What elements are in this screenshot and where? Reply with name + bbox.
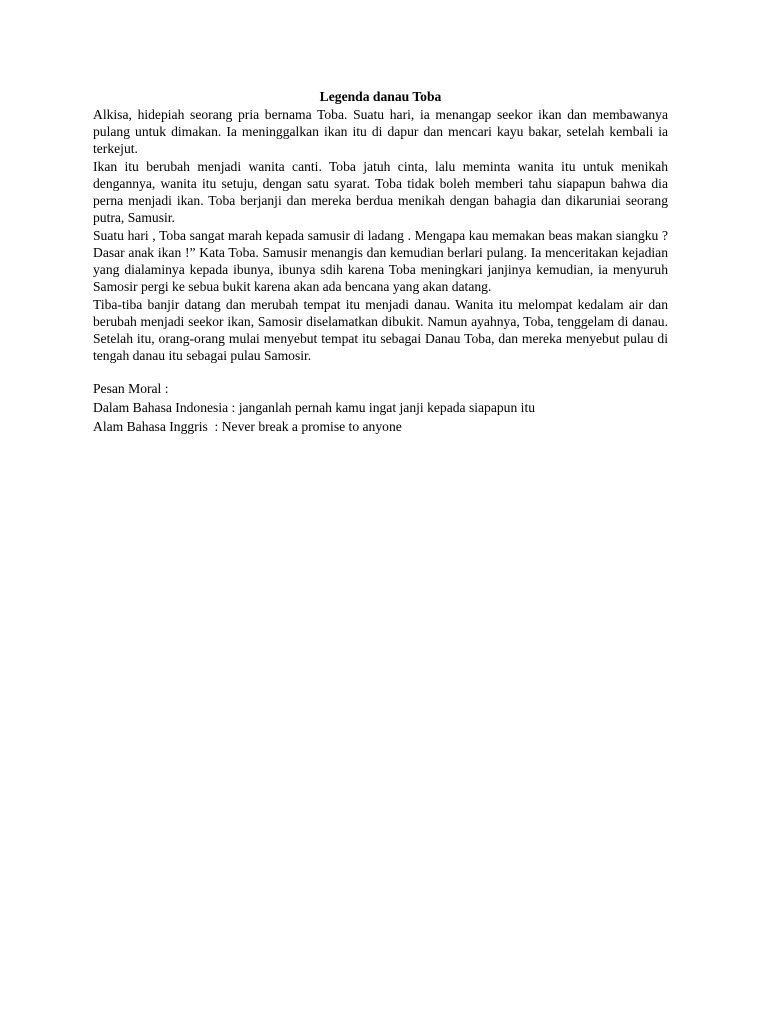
paragraph-4: Tiba-tiba banjir datang dan merubah tempat itu menjadi danau. Wanita itu melompat kedalam air dan berubah menjadi seekor ikan, Samosir diselamatkan dibukit. Namun ayahnya, Toba, tenggelam di danau. Setelah itu, orang-orang mulai menyebut tempat itu sebagai Danau Toba, dan mereka menyebut pulau di tengah danau itu sebagai pulau Samosir.: [93, 297, 668, 363]
paragraph-3: Suatu hari , Toba sangat marah kepada samusir di ladang . Mengapa kau memakan beas makan siangku ? Dasar anak ikan !” Kata Toba. Samusir menangis dan kemudian berlari pulang. Ia menceritakan kejadian yang dialaminya kepada ibunya, ibunya sdih karena Toba meningkari janjinya kemudian, ia menyuruh Samosir pergi ke sebua bukit karena akan ada bencana yang akan datang.: [93, 228, 668, 294]
document-page: [93, 88, 668, 437]
moral-heading: Pesan Moral :: [93, 381, 169, 396]
moral-indonesian: Dalam Bahasa Indonesia : janganlah pernah kamu ingat janji kepada siapapun itu: [93, 400, 536, 415]
paragraph-1: Alkisa, hidepiah seorang pria bernama Toba. Suatu hari, ia menangap seekor ikan dan membawanya pulang untuk dimakan. Ia meninggalkan ikan itu di dapur dan mencari kayu bakar, setelah kembali ia terkejut.: [93, 107, 668, 156]
moral-english: Alam Bahasa Inggris : Never break a promise to anyone: [93, 419, 402, 434]
document-title: Legenda danau Toba: [319, 89, 442, 104]
paragraph-2: Ikan itu berubah menjadi wanita canti. Toba jatuh cinta, lalu meminta wanita itu untuk menikah dengannya, wanita itu setuju, dengan satu syarat. Toba tidak boleh memberi tahu siapapun bahwa dia perna menjadi ikan. Toba berjanji dan mereka berdua menikah dengan bahagia dan dikaruniai seorang putra, Samusir.: [93, 159, 668, 225]
moral-section: [93, 380, 668, 435]
